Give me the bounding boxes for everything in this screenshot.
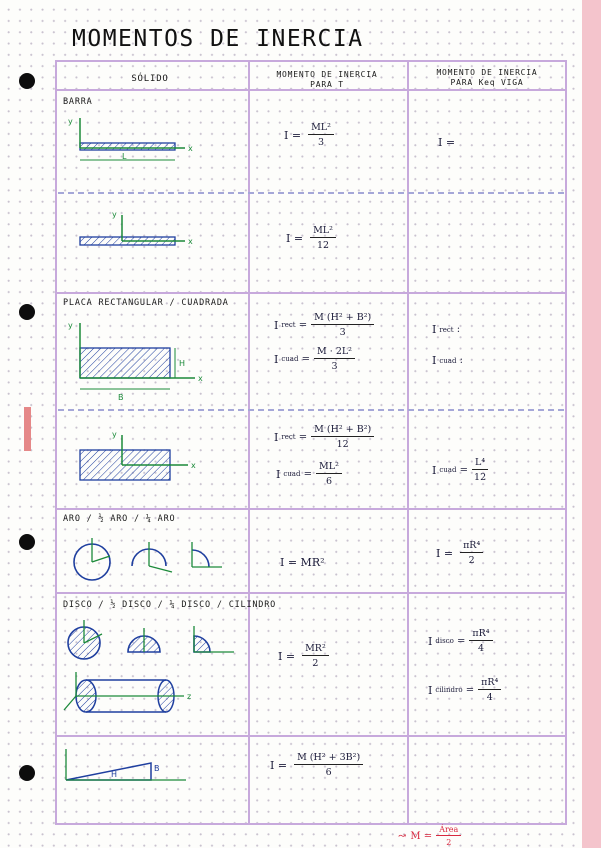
formula-lhs: I = (436, 546, 454, 560)
formula-lhs: I = (284, 128, 302, 142)
numerator: ML² (316, 461, 342, 474)
formula-lhs: I = (270, 758, 288, 772)
formula-disco (278, 643, 329, 669)
formula-placa-cuad-center (276, 461, 342, 487)
column-divider (407, 60, 409, 825)
formula-placa-cuad-center-keq (432, 457, 488, 483)
subscript: cuad (283, 470, 301, 478)
subscript: cuad (439, 466, 457, 474)
cylinder-sketch (56, 668, 206, 723)
margin-strip (582, 0, 601, 848)
numerator: πR⁴ (460, 540, 483, 553)
denominator: 12 (336, 439, 349, 450)
fraction (436, 825, 461, 847)
subscript: cilindro (435, 686, 463, 694)
punch-hole (19, 765, 35, 781)
triangle-sketch (56, 745, 206, 790)
equals: = (298, 431, 308, 443)
formula-lhs: I = MR² (280, 556, 325, 569)
x-label: x (188, 144, 193, 153)
numerator: L⁴ (472, 457, 488, 470)
row-divider (55, 508, 567, 510)
header-line: MOMENTO DE INERCIA (436, 68, 538, 77)
header-solido: SÓLIDO (131, 74, 169, 84)
formula-lhs: I = (286, 231, 304, 245)
l-label: L (122, 152, 127, 161)
plate-corner-sketch (60, 318, 210, 403)
formula-placa-rect-center (274, 424, 374, 450)
fraction (478, 677, 501, 703)
numerator: ML² (308, 122, 334, 135)
numerator: M (H² + B²) (311, 424, 374, 437)
formula-lhs: I (276, 467, 281, 481)
denominator: 3 (317, 137, 325, 148)
column-divider (248, 60, 250, 825)
denominator: 2 (312, 658, 319, 669)
dashed-divider (58, 192, 564, 194)
h-label: H (111, 770, 118, 779)
page-title: MOMENTOS DE INERCIA (72, 26, 364, 52)
subscript: cuad (281, 355, 299, 363)
equals: = (465, 684, 475, 696)
fraction (302, 643, 329, 669)
brand-tag (24, 407, 31, 451)
fraction (460, 540, 483, 566)
ring-sketch (62, 530, 242, 585)
fraction (310, 225, 336, 251)
dashed-divider (58, 409, 564, 411)
denominator: 2 (446, 838, 452, 847)
denominator: 12 (474, 472, 487, 483)
header-line: PARA Keq VIGA (450, 78, 524, 87)
formula-lhs: I (274, 430, 279, 444)
row-divider (55, 592, 567, 594)
denominator: 6 (325, 767, 332, 778)
denominator: 2 (468, 555, 475, 566)
header-line: MOMENTO DE INERCIA (276, 70, 378, 79)
header-momento-keq (412, 68, 562, 88)
x-label: x (198, 374, 203, 383)
denominator: 3 (339, 327, 346, 338)
punch-hole (19, 534, 35, 550)
equals: = (457, 635, 466, 647)
z-label: z (187, 692, 192, 701)
subscript: rect (281, 433, 296, 441)
formula-disco-keq (428, 628, 493, 654)
subscript: cuad (439, 356, 457, 365)
h-label: H (179, 359, 186, 368)
formula-barra-center (286, 225, 336, 251)
numerator: MR² (302, 643, 329, 656)
y-label: y (68, 321, 73, 330)
y-label: y (112, 430, 117, 439)
equals: = (298, 319, 308, 331)
denominator: 12 (316, 240, 330, 251)
fraction (294, 752, 363, 778)
denominator: 6 (325, 476, 332, 487)
numerator: ML² (310, 225, 336, 238)
formula-lhs: I (432, 463, 437, 477)
formula-aro (280, 556, 328, 569)
formula-lhs: I (432, 323, 437, 336)
footnote (398, 825, 461, 847)
subscript: disco (435, 637, 454, 645)
formula-lhs: I (428, 634, 433, 648)
section-aro: ARO / ½ ARO / ¼ ARO (63, 514, 176, 524)
equals: : (459, 355, 464, 366)
formula-triangulo (270, 752, 363, 778)
denominator: 3 (331, 361, 338, 372)
numerator: M (H² + 3B²) (294, 752, 363, 765)
formula-lhs: I = (278, 649, 296, 663)
footnote-lhs: M = (410, 830, 433, 842)
formula-barra-end (284, 122, 334, 148)
fraction (308, 122, 334, 148)
header-momento-t (252, 70, 402, 90)
b-label: B (118, 393, 124, 402)
fraction (472, 457, 488, 483)
row-divider (55, 735, 567, 737)
formula-placa-cuad-keq (432, 354, 463, 367)
formula-placa-rect (274, 312, 374, 338)
arrow-icon: ↝ (398, 830, 407, 842)
numerator: Área (436, 825, 461, 836)
numerator: M · 2L² (314, 346, 355, 359)
fraction (314, 346, 355, 372)
row-divider (55, 292, 567, 294)
formula-aro-keq (436, 540, 483, 566)
equals: = (459, 464, 469, 476)
equals: : (456, 324, 461, 335)
y-label: y (112, 210, 117, 219)
denominator: 4 (486, 692, 493, 703)
formula-lhs: I (274, 352, 279, 366)
fraction (469, 628, 492, 654)
bar-center-sketch (60, 205, 200, 255)
formula-placa-cuad (274, 346, 355, 372)
denominator: 4 (477, 643, 485, 654)
section-barra: BARRA (63, 97, 93, 107)
equals: = (301, 353, 311, 365)
fraction (311, 312, 374, 338)
formula-lhs: I (428, 683, 433, 697)
punch-hole (19, 304, 35, 320)
numerator: M (H² + B²) (311, 312, 374, 325)
formula-barra-end-keq (438, 136, 458, 149)
fraction (316, 461, 342, 487)
numerator: πR⁴ (478, 677, 501, 690)
subscript: rect (439, 325, 454, 334)
formula-cilindro-keq (428, 677, 501, 703)
header-line: PARA T (310, 80, 344, 89)
section-disco: DISCO / ½ DISCO / ¼ DISCO / CILINDRO (63, 600, 277, 610)
subscript: rect (281, 321, 296, 329)
section-placa: PLACA RECTANGULAR / CUADRADA (63, 298, 229, 308)
bar-end-sketch (60, 110, 200, 170)
x-label: x (188, 237, 193, 246)
punch-hole (19, 73, 35, 89)
formula-lhs: I (274, 318, 279, 332)
plate-center-sketch (60, 425, 210, 490)
formula-lhs: I = (438, 136, 456, 149)
formula-placa-rect-keq (432, 323, 460, 336)
y-label: y (68, 117, 73, 126)
fraction (311, 424, 374, 450)
formula-lhs: I (432, 354, 437, 367)
numerator: πR⁴ (469, 628, 492, 641)
disc-sketch (62, 616, 242, 666)
x-label: x (191, 461, 196, 470)
b-label: B (154, 764, 160, 773)
equals: = (303, 468, 313, 480)
